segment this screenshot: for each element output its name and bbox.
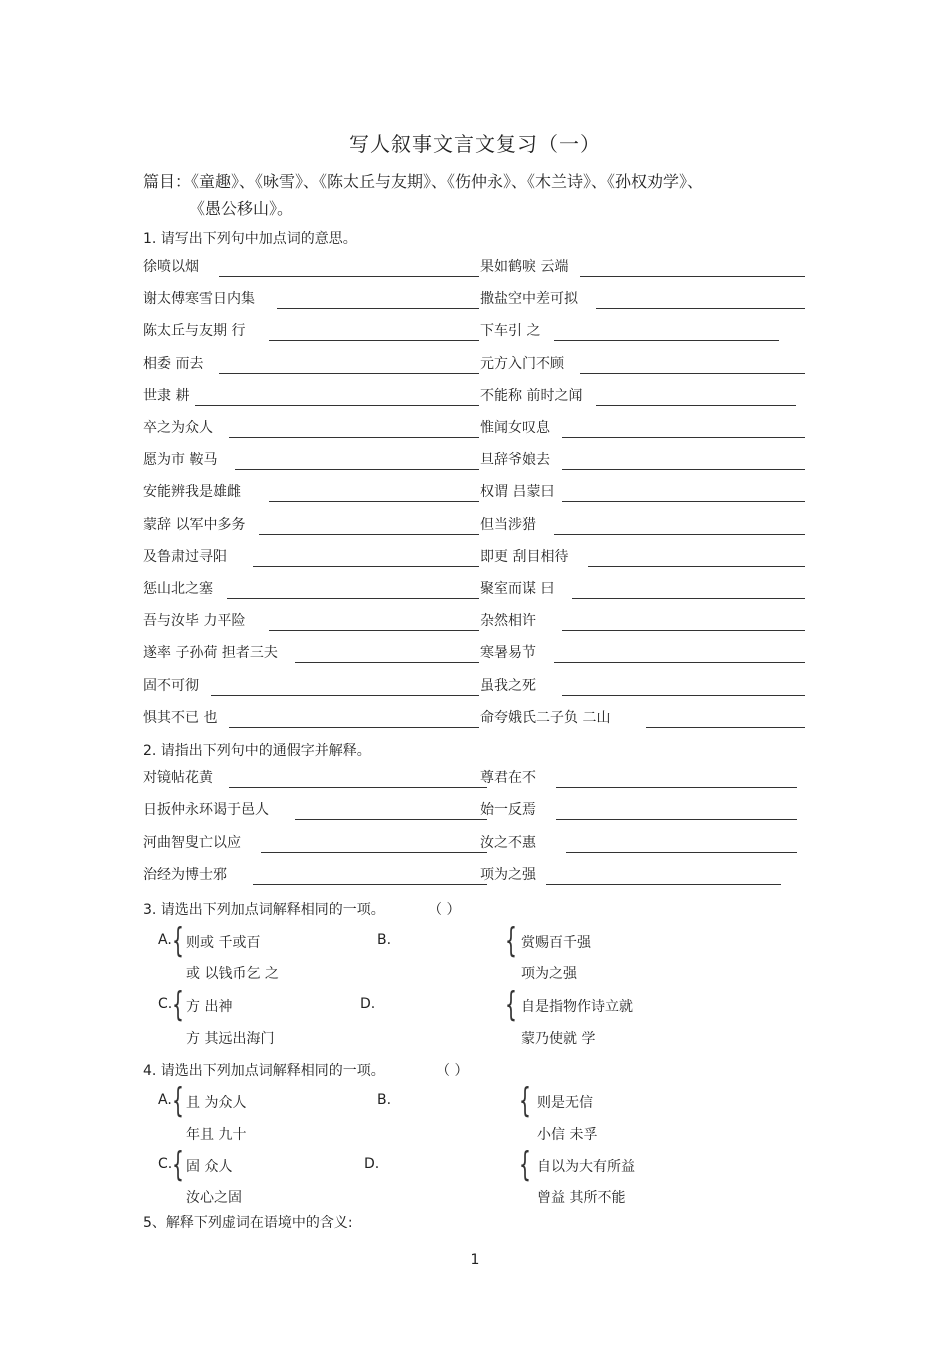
right-item (480, 547, 806, 569)
question-1-title: 1. 请写出下列句中加点词的意思。 (143, 231, 357, 247)
option-c-line-1: 固 众人 (186, 1159, 233, 1175)
answer-blank[interactable] (253, 884, 487, 885)
left-item (143, 611, 480, 633)
answer-blank[interactable] (562, 469, 805, 470)
option-d-letter: D. (360, 996, 376, 1012)
phrase-text: 遂率 子孙荷 担者三夫 (143, 645, 278, 662)
phrase-text: 杂然相许 (480, 613, 536, 630)
option-b-letter: B. (377, 932, 392, 948)
option-a-letter: A. (158, 1092, 172, 1108)
answer-blank[interactable] (211, 695, 479, 696)
left-item (143, 643, 480, 665)
left-item (143, 321, 480, 343)
phrase-text: 寒暑易节 (480, 645, 536, 662)
phrase-text: 徐喷以烟 (143, 259, 199, 275)
contents-line-2: 《愚公移山》。 (189, 199, 294, 218)
phrase-text: 固不可彻 (143, 677, 199, 694)
brace-icon: { (505, 921, 517, 961)
answer-blank[interactable] (554, 340, 779, 341)
brace-icon: { (519, 1081, 531, 1121)
answer-blank[interactable] (229, 727, 479, 728)
exercise-row (143, 768, 806, 790)
answer-blank[interactable] (229, 437, 479, 438)
answer-blank[interactable] (596, 308, 805, 309)
phrase-text: 蒙辞 以军中多务 (143, 516, 246, 533)
answer-blank[interactable] (253, 566, 479, 567)
answer-blank[interactable] (219, 276, 479, 277)
option-d-line-1: 自是指物作诗立就 (521, 999, 633, 1015)
answer-paren: （ ） (436, 1063, 469, 1079)
answer-blank[interactable] (269, 501, 479, 502)
right-item (480, 515, 806, 537)
option-d-line-1: 自以为大有所益 (537, 1159, 635, 1175)
question-3-title: 3. 请选出下列加点词解释相同的一项。 (143, 902, 385, 918)
answer-blank[interactable] (554, 534, 805, 535)
answer-blank[interactable] (562, 501, 805, 502)
exercise-row (143, 676, 806, 698)
answer-blank[interactable] (572, 598, 805, 599)
option-d-line-2: 曾益 其所不能 (537, 1190, 626, 1206)
brace-icon: { (172, 921, 184, 961)
option-b-line-1: 赏赐百千强 (521, 935, 591, 951)
question-5-title: 5、解释下列虚词在语境中的含义: (143, 1215, 353, 1231)
right-item (480, 289, 806, 311)
phrase-text: 世隶 耕 (143, 387, 190, 404)
option-a-line-2: 或 以钱币乞 之 (186, 966, 279, 982)
left-item (143, 833, 480, 855)
phrase-text: 项为之强 (480, 866, 536, 883)
option-a-line-1: 且 为众人 (186, 1095, 247, 1111)
question-2-title: 2. 请指出下列句中的通假字并解释。 (143, 743, 371, 759)
right-item (480, 386, 806, 408)
brace-icon: { (172, 985, 184, 1025)
phrase-text: 惧其不已 也 (143, 709, 218, 726)
option-b-line-2: 小信 未孚 (537, 1127, 598, 1143)
option-c-letter: C. (158, 996, 173, 1012)
left-item (143, 579, 480, 601)
phrase-text: 聚室而谋 曰 (480, 581, 555, 597)
right-item (480, 482, 806, 504)
answer-blank[interactable] (227, 598, 479, 599)
option-a-line-1: 则或 千或百 (186, 935, 261, 951)
answer-blank[interactable] (580, 373, 805, 374)
phrase-text: 惟闻女叹息 (480, 420, 550, 436)
phrase-text: 对镜帖花黄 (143, 770, 213, 786)
exercise-row (143, 289, 806, 311)
phrase-text: 尊君在不 (480, 770, 536, 786)
phrase-text: 命夸娥氏二子负 二山 (480, 709, 611, 726)
question-4-title: 4. 请选出下列加点词解释相同的一项。 (143, 1063, 385, 1079)
phrase-text: 谢太傅寒雪日内集 (143, 291, 255, 308)
left-item (143, 768, 480, 790)
exercise-row (143, 547, 806, 569)
option-d-letter: D. (364, 1156, 380, 1172)
option-c-line-2: 方 其远出海门 (186, 1031, 275, 1047)
phrase-text: 果如鹤唳 云端 (480, 259, 569, 275)
phrase-text: 卒之为众人 (143, 420, 213, 436)
contents-list (143, 168, 823, 222)
phrase-text: 愿为市 鞍马 (143, 452, 218, 469)
answer-blank[interactable] (562, 437, 805, 438)
exercise-row (143, 418, 806, 440)
right-item (480, 865, 806, 887)
left-item (143, 386, 480, 408)
phrase-text: 汝之不惠 (480, 834, 536, 851)
phrase-text: 及鲁肃过寻阳 (143, 548, 227, 565)
left-item (143, 708, 480, 730)
phrase-text: 撒盐空中差可拟 (480, 291, 578, 308)
answer-blank[interactable] (219, 373, 479, 374)
answer-blank[interactable] (596, 405, 796, 406)
answer-blank[interactable] (269, 340, 479, 341)
phrase-text: 安能辨我是雄雌 (143, 484, 241, 501)
exercise-row (143, 321, 806, 343)
answer-blank[interactable] (562, 630, 805, 631)
left-item (143, 865, 480, 887)
left-item (143, 354, 480, 376)
answer-blank[interactable] (259, 534, 479, 535)
exercise-row (143, 643, 806, 665)
phrase-text: 吾与汝毕 力平险 (143, 613, 246, 630)
option-b-letter: B. (377, 1092, 392, 1108)
exercise-row (143, 515, 806, 537)
right-item (480, 833, 806, 855)
exercise-row (143, 579, 806, 601)
left-item (143, 676, 480, 698)
phrase-text: 但当涉猎 (480, 516, 536, 533)
answer-blank[interactable] (580, 276, 805, 277)
page-title: 写人叙事文言文复习（一） (349, 132, 601, 156)
answer-blank[interactable] (556, 787, 797, 788)
phrase-text: 旦辞爷娘去 (480, 452, 550, 469)
answer-blank[interactable] (546, 884, 781, 885)
brace-icon: { (519, 1145, 531, 1185)
exercise-row (143, 354, 806, 376)
answer-blank[interactable] (277, 308, 479, 309)
phrase-text: 元方入门不顾 (480, 355, 564, 372)
phrase-text: 下车引 之 (480, 323, 541, 340)
phrase-text: 日扳仲永环谒于邑人 (143, 802, 269, 819)
right-item (480, 676, 806, 698)
answer-blank[interactable] (269, 630, 479, 631)
page-number: 1 (470, 1252, 480, 1268)
exercise-row (143, 611, 806, 633)
exercise-row (143, 708, 806, 730)
phrase-text: 始一反焉 (480, 802, 536, 819)
right-item (480, 354, 806, 376)
left-item (143, 482, 480, 504)
left-item (143, 515, 480, 537)
option-c-letter: C. (158, 1156, 173, 1172)
left-item (143, 418, 480, 440)
option-b-line-1: 则是无信 (537, 1095, 593, 1111)
brace-icon: { (172, 1081, 184, 1121)
left-item (143, 547, 480, 569)
right-item (480, 768, 806, 790)
right-item (480, 708, 806, 730)
brace-icon: { (505, 985, 517, 1025)
answer-blank[interactable] (556, 819, 797, 820)
option-a-line-2: 年且 九十 (186, 1127, 247, 1143)
right-item (480, 611, 806, 633)
right-item (480, 418, 806, 440)
phrase-text: 治经为博士邪 (143, 866, 227, 883)
exercise-row (143, 865, 806, 887)
phrase-text: 不能称 前时之闻 (480, 387, 583, 404)
exercise-row (143, 482, 806, 504)
answer-blank[interactable] (588, 566, 805, 567)
answer-blank[interactable] (554, 662, 805, 663)
left-item (143, 257, 480, 279)
answer-blank[interactable] (646, 727, 805, 728)
exercise-row (143, 800, 806, 822)
contents-line-1: 篇目：《童趣》、《咏雪》、《陈太丘与友期》、《伤仲永》、《木兰诗》、《孙权劝学》、 (143, 172, 704, 191)
right-item (480, 257, 806, 279)
left-item (143, 289, 480, 311)
right-item (480, 450, 806, 472)
option-b-line-2: 项为之强 (521, 966, 577, 982)
phrase-text: 惩山北之塞 (143, 581, 213, 597)
phrase-text: 河曲智叟亡以应 (143, 834, 241, 851)
left-item (143, 800, 480, 822)
right-item (480, 321, 806, 343)
right-item (480, 800, 806, 822)
brace-icon: { (172, 1145, 184, 1185)
answer-blank[interactable] (562, 695, 805, 696)
exercise-row (143, 386, 806, 408)
phrase-text: 相委 而去 (143, 355, 204, 372)
option-c-line-1: 方 出神 (186, 999, 233, 1015)
answer-blank[interactable] (261, 852, 487, 853)
answer-blank[interactable] (229, 787, 487, 788)
phrase-text: 权谓 吕蒙曰 (480, 484, 555, 501)
right-item (480, 643, 806, 665)
answer-paren: （ ） (428, 902, 461, 918)
exercise-row (143, 833, 806, 855)
answer-blank[interactable] (295, 819, 487, 820)
answer-blank[interactable] (235, 469, 479, 470)
option-a-letter: A. (158, 932, 172, 948)
answer-blank[interactable] (195, 405, 479, 406)
left-item (143, 450, 480, 472)
exercise-row (143, 450, 806, 472)
option-c-line-2: 汝心之固 (186, 1190, 242, 1206)
phrase-text: 陈太丘与友期 行 (143, 323, 246, 340)
right-item (480, 579, 806, 601)
phrase-text: 虽我之死 (480, 677, 536, 694)
exercise-row (143, 257, 806, 279)
answer-blank[interactable] (295, 662, 479, 663)
answer-blank[interactable] (566, 852, 797, 853)
option-d-line-2: 蒙乃使就 学 (521, 1031, 596, 1047)
phrase-text: 即更 刮目相待 (480, 548, 569, 565)
